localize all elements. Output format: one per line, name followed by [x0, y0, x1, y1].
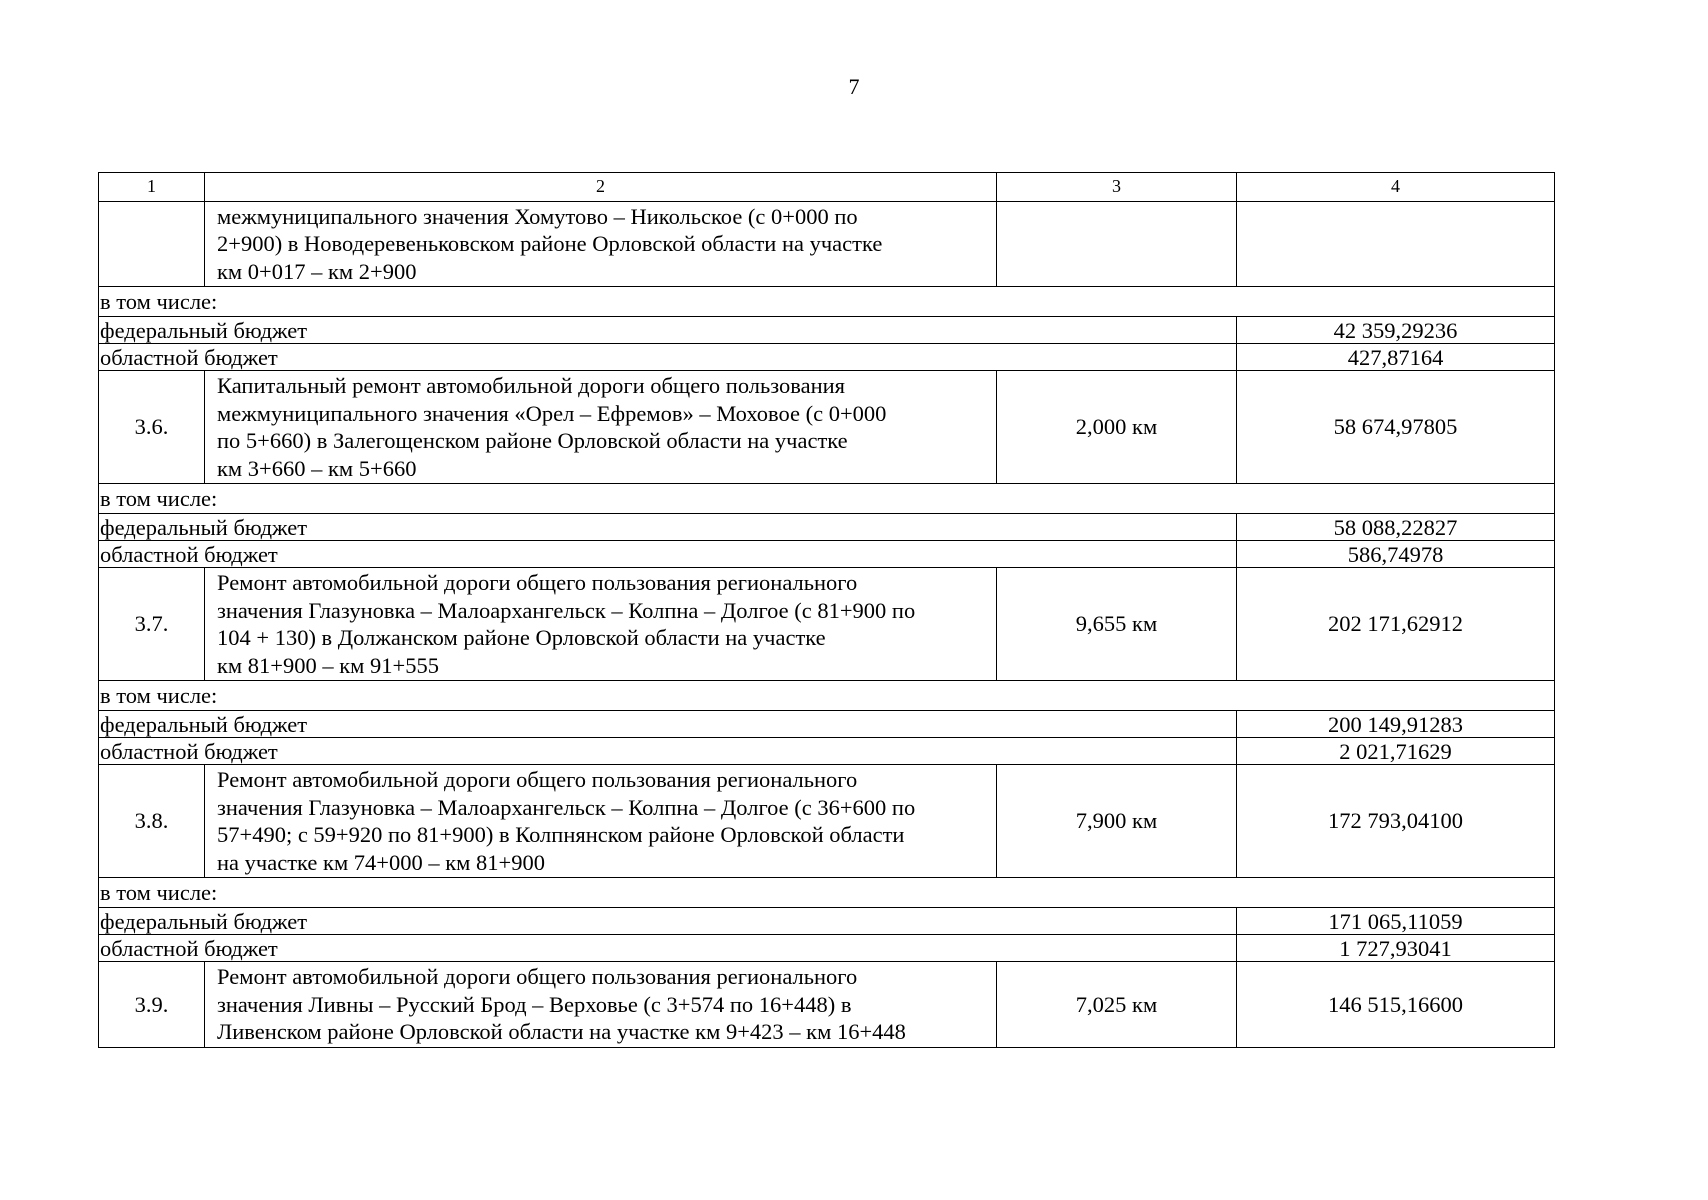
federal-budget-row — [99, 711, 1555, 738]
item-amount: 202 171,62912 — [1237, 568, 1555, 681]
funding-table — [98, 172, 1555, 1048]
item-amount-cell — [1237, 201, 1555, 287]
description-line: 104 + 130) в Должанском районе Орловской области на участке — [217, 625, 826, 650]
regional-budget-label: областной бюджет — [99, 541, 1237, 568]
including-row — [99, 287, 1555, 317]
federal-budget-label: федеральный бюджет — [99, 514, 1237, 541]
item-length: 9,655 км — [997, 568, 1237, 681]
item-description — [205, 962, 997, 1048]
including-label: в том числе: — [99, 484, 1555, 514]
federal-budget-amount: 171 065,11059 — [1237, 908, 1555, 935]
header-cell: 4 — [1237, 173, 1555, 202]
item-length: 7,900 км — [997, 765, 1237, 878]
regional-budget-row — [99, 344, 1555, 371]
federal-budget-amount: 200 149,91283 — [1237, 711, 1555, 738]
federal-budget-row — [99, 514, 1555, 541]
table-row — [99, 201, 1555, 287]
description-line: значения Ливны – Русский Брод – Верховье (с 3+574 по 16+448) в — [217, 991, 852, 1017]
item-length: 2,000 км — [997, 371, 1237, 484]
federal-budget-row — [99, 317, 1555, 344]
federal-budget-amount: 42 359,29236 — [1237, 317, 1555, 344]
item-amount: 146 515,16600 — [1237, 962, 1555, 1048]
item-description — [205, 568, 997, 681]
federal-budget-label: федеральный бюджет — [99, 711, 1237, 738]
description-line: км 0+017 – км 2+900 — [217, 258, 417, 284]
description-line: 2+900) в Новодеревеньковском районе Орловской области на участке — [217, 231, 883, 256]
item-description — [205, 765, 997, 878]
regional-budget-label: областной бюджет — [99, 738, 1237, 765]
description-line: на участке км 74+000 – км 81+900 — [217, 849, 545, 875]
including-label: в том числе: — [99, 681, 1555, 711]
description-line: по 5+660) в Залегощенском районе Орловской области на участке — [217, 428, 848, 453]
description-line: межмуниципального значения «Орел – Ефремов» – Моховое (с 0+000 — [217, 400, 887, 426]
federal-budget-row — [99, 908, 1555, 935]
federal-budget-label: федеральный бюджет — [99, 908, 1237, 935]
item-number-cell — [99, 201, 205, 287]
regional-budget-amount: 586,74978 — [1237, 541, 1555, 568]
description-line: Ливенском районе Орловской области на участке км 9+423 – км 16+448 — [217, 1019, 906, 1044]
header-cell: 1 — [99, 173, 205, 202]
description-line: км 81+900 – км 91+555 — [217, 652, 439, 678]
description-line: значения Глазуновка – Малоархангельск – Колпна – Долгое (с 81+900 по — [217, 597, 916, 623]
table-header-row — [99, 173, 1555, 202]
description-line: межмуниципального значения Хомутово – Никольское (с 0+000 по — [217, 203, 858, 229]
regional-budget-row — [99, 738, 1555, 765]
description-line: Ремонт автомобильной дороги общего пользования регионального — [217, 570, 858, 595]
including-label: в том числе: — [99, 878, 1555, 908]
regional-budget-row — [99, 541, 1555, 568]
federal-budget-amount: 58 088,22827 — [1237, 514, 1555, 541]
description-line: значения Глазуновка – Малоархангельск – Колпна – Долгое (с 36+600 по — [217, 794, 916, 820]
description-line: км 3+660 – км 5+660 — [217, 455, 417, 481]
header-cell: 3 — [997, 173, 1237, 202]
item-length-cell — [997, 201, 1237, 287]
header-cell: 2 — [205, 173, 997, 202]
table-row — [99, 371, 1555, 484]
table-row — [99, 568, 1555, 681]
regional-budget-amount: 1 727,93041 — [1237, 935, 1555, 962]
page-number: 7 — [848, 74, 860, 99]
item-length: 7,025 км — [997, 962, 1237, 1048]
including-row — [99, 681, 1555, 711]
item-description — [205, 371, 997, 484]
item-number: 3.8. — [99, 765, 205, 878]
regional-budget-row — [99, 935, 1555, 962]
including-label: в том числе: — [99, 287, 1555, 317]
regional-budget-amount: 427,87164 — [1237, 344, 1555, 371]
description-line: Ремонт автомобильной дороги общего пользования регионального — [217, 767, 858, 792]
item-amount: 172 793,04100 — [1237, 765, 1555, 878]
including-row — [99, 878, 1555, 908]
regional-budget-amount: 2 021,71629 — [1237, 738, 1555, 765]
item-number: 3.7. — [99, 568, 205, 681]
description-line: 57+490; с 59+920 по 81+900) в Колпнянском районе Орловской области — [217, 822, 905, 847]
item-description — [205, 201, 997, 287]
description-line: Ремонт автомобильной дороги общего пользования регионального — [217, 964, 858, 989]
item-amount: 58 674,97805 — [1237, 371, 1555, 484]
regional-budget-label: областной бюджет — [99, 935, 1237, 962]
regional-budget-label: областной бюджет — [99, 344, 1237, 371]
including-row — [99, 484, 1555, 514]
table-row — [99, 962, 1555, 1048]
federal-budget-label: федеральный бюджет — [99, 317, 1237, 344]
description-line: Капитальный ремонт автомобильной дороги общего пользования — [217, 373, 846, 398]
table-row — [99, 765, 1555, 878]
item-number: 3.9. — [99, 962, 205, 1048]
item-number: 3.6. — [99, 371, 205, 484]
